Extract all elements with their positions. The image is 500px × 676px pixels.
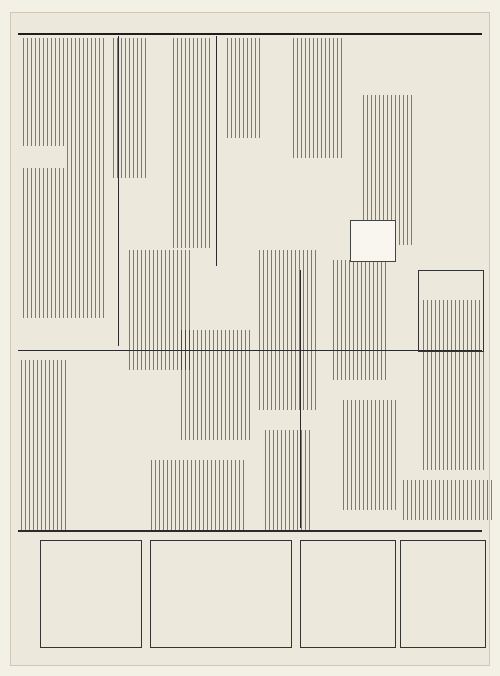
divider xyxy=(216,36,217,266)
article-text-block xyxy=(180,330,250,440)
article-text-block xyxy=(226,38,260,138)
article-text-block xyxy=(20,168,104,318)
ad-box xyxy=(150,540,292,648)
article-text-block xyxy=(172,38,210,248)
divider xyxy=(18,350,482,351)
notice-box xyxy=(418,270,484,352)
ad-box xyxy=(400,540,486,648)
masthead xyxy=(18,17,482,35)
divider xyxy=(18,530,482,532)
article-text-block xyxy=(256,250,316,410)
article-text-block xyxy=(262,430,310,530)
article-text-block xyxy=(402,480,492,520)
article-text-block xyxy=(66,38,104,168)
ad-box xyxy=(40,540,142,648)
article-text-block xyxy=(20,360,66,530)
divider xyxy=(300,270,301,528)
article-text-block xyxy=(150,460,244,530)
boxed-article xyxy=(350,220,396,262)
article-text-block xyxy=(20,38,64,146)
ad-box xyxy=(300,540,396,648)
article-text-block xyxy=(110,38,146,178)
article-text-block xyxy=(340,400,396,510)
article-text-block xyxy=(330,260,386,380)
article-text-block xyxy=(292,38,342,158)
divider xyxy=(118,36,119,346)
